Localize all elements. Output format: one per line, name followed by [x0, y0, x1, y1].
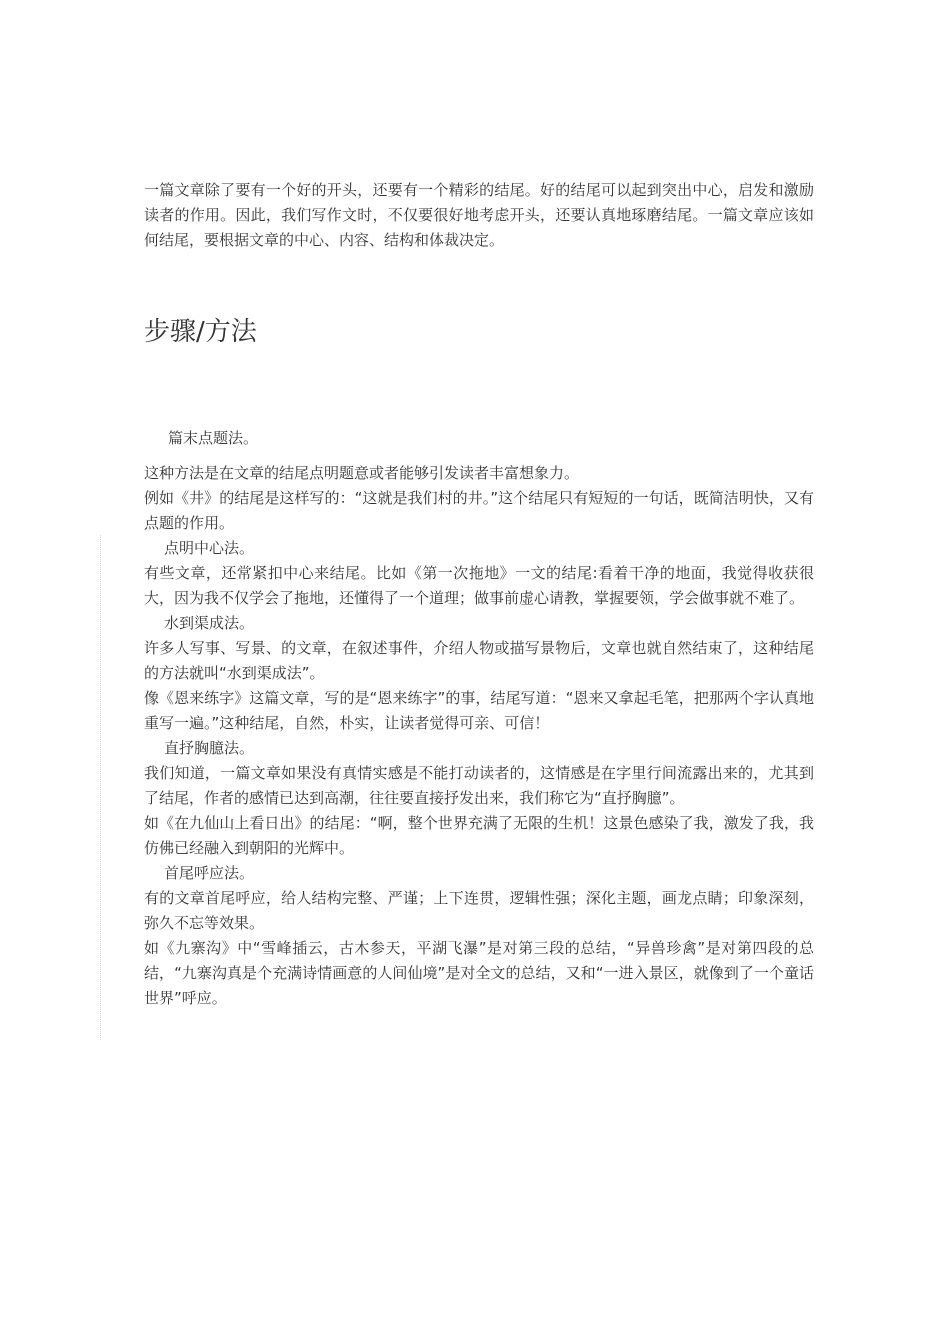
- method-heading-4: 直抒胸臆法。: [164, 739, 255, 757]
- method-heading-3: 水到渠成法。: [164, 614, 255, 632]
- intro-paragraph: 一篇文章除了要有一个好的开头，还要有一个精彩的结尾。好的结尾可以起到突出中心，启发和激励读者的作用。因此，我们写作文时，不仅要很好地考虑开头，还要认真地琢磨结尾。一篇文章应该如何结尾，要根据文章的中心、内容、结构和体裁决定。: [144, 181, 814, 249]
- steps-section: [144, 426, 814, 1011]
- method-1-paragraph-1: 这种方法是在文章的结尾点明题意或者能够引发读者丰富想象力。: [144, 464, 580, 482]
- method-4-paragraph-2: 如《在九仙山上看日出》的结尾：“啊，整个世界充满了无限的生机！这景色感染了我，激发了我，我仿佛已经融入到朝阳的光辉中。: [144, 814, 814, 857]
- method-3-paragraph-1: 许多人写事、写景、的文章，在叙述事件，介绍人物或描写景物后，文章也就自然结束了，这种结尾的方法就叫“水到渠成法”。: [144, 639, 814, 682]
- method-heading-2: 点明中心法。: [164, 539, 255, 557]
- method-5-paragraph-2: 如《九寨沟》中“雪峰插云，古木参天，平湖飞瀑”是对第三段的总结，“异兽珍禽”是对第四段的总结，“九寨沟真是个充满诗情画意的人间仙境”是对全文的总结，又和“一进入景区，就像到了一个童话世界”呼应。: [144, 939, 814, 1007]
- section-title: 步骤/方法: [144, 317, 257, 347]
- method-1-paragraph-2: 例如《井》的结尾是这样写的：“这就是我们村的井。”这个结尾只有短短的一句话，既简洁明快，又有点题的作用。: [144, 489, 814, 532]
- method-2-paragraph-1: 有些文章，还常紧扣中心来结尾。比如《第一次拖地》一文的结尾:看着干净的地面，我觉得收获很大，因为我不仅学会了拖地，还懂得了一个道理；做事前虚心请教，掌握要领，学会做事就不难了。: [144, 564, 814, 607]
- intro-section: [144, 178, 814, 253]
- method-5-paragraph-1: 有的文章首尾呼应，给人结构完整、严谨；上下连贯，逻辑性强；深化主题，画龙点睛；印象深刻，弥久不忘等效果。: [144, 889, 814, 932]
- method-3-paragraph-2: 像《恩来练字》这篇文章，写的是“恩来练字”的事，结尾写道：“恩来又拿起毛笔，把那两个字认真地重写一遍。”这种结尾，自然，朴实，让读者觉得可亲、可信！: [144, 689, 814, 732]
- left-margin-rule: [100, 535, 101, 1040]
- method-4-paragraph-1: 我们知道，一篇文章如果没有真情实感是不能打动读者的，这情感是在字里行间流露出来的，尤其到了结尾，作者的感情已达到高潮，往往要直接抒发出来，我们称它为“直抒胸臆”。: [144, 764, 814, 807]
- method-heading-5: 首尾呼应法。: [164, 864, 255, 882]
- method-heading-1: 篇末点题法。: [168, 429, 259, 447]
